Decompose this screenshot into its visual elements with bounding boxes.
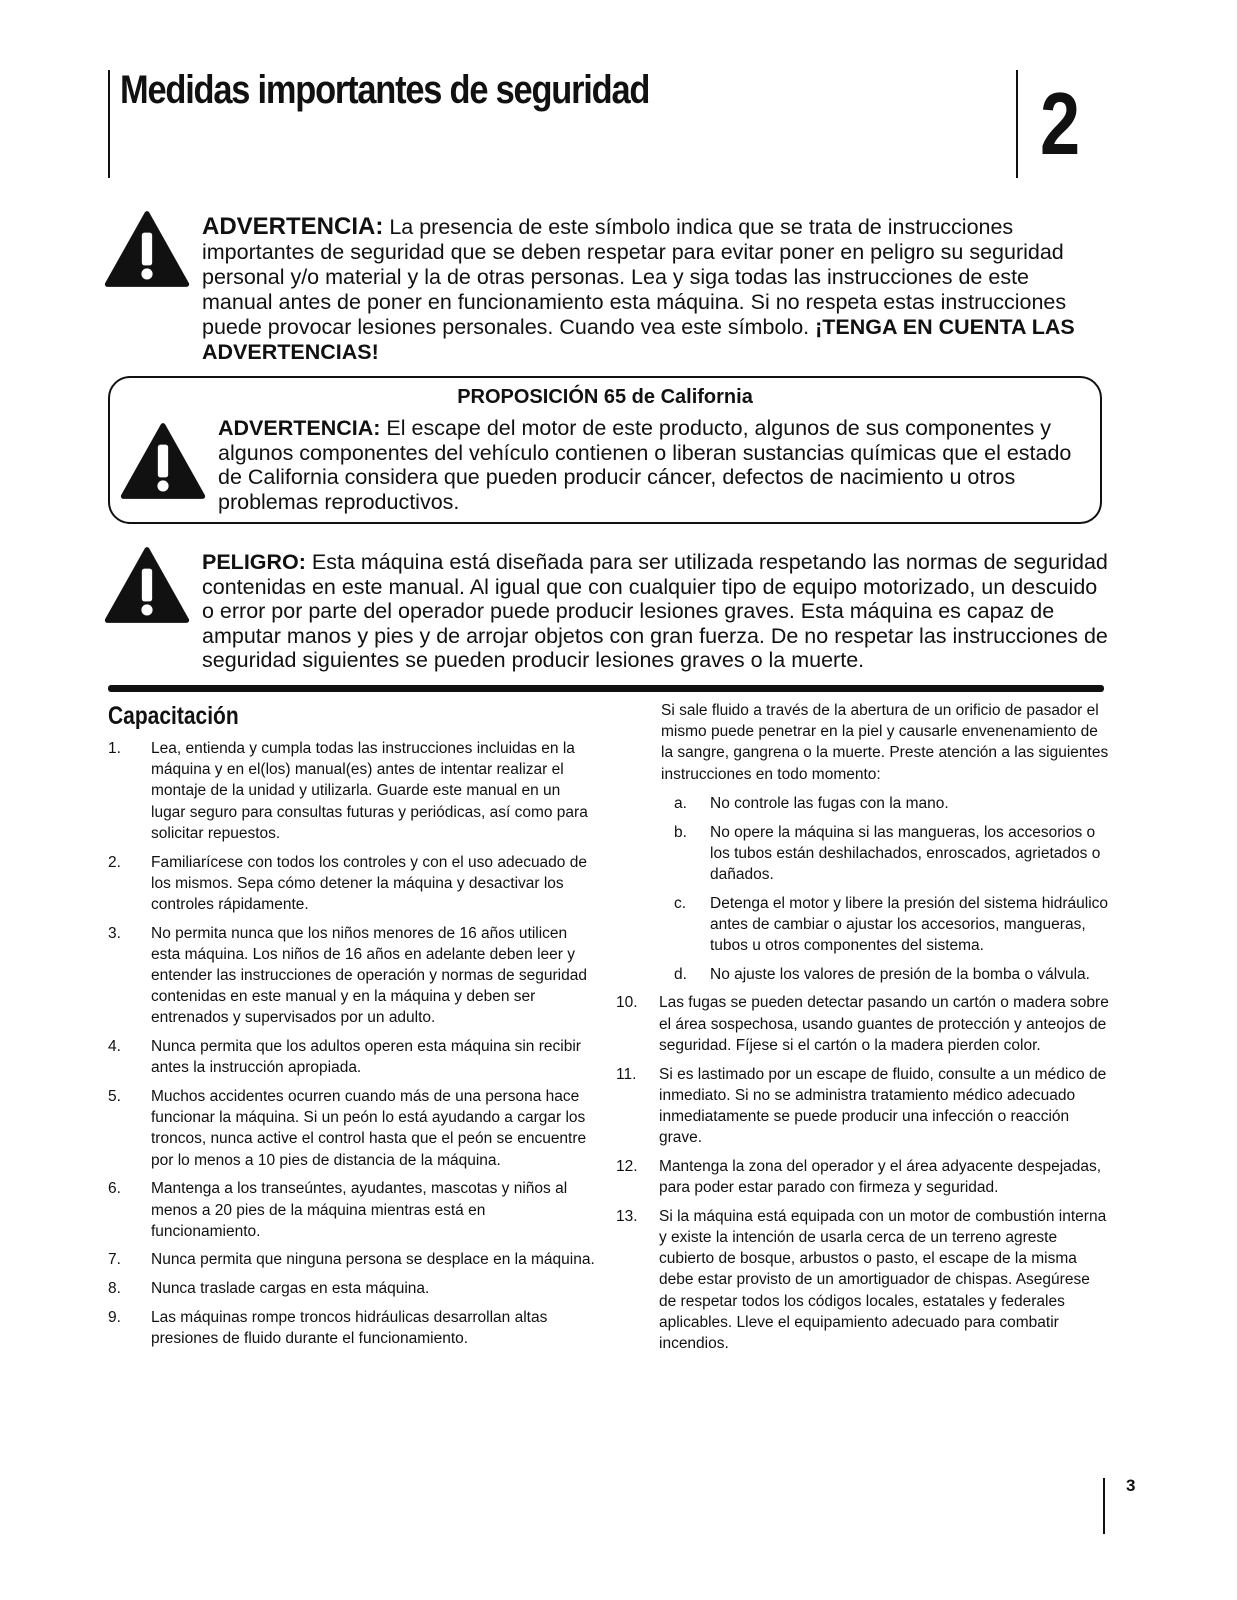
item-text: Nunca permita que los adultos operen esta máquina sin recibir antes la instrucción apropiada. [151, 1038, 581, 1077]
list-item [108, 1086, 598, 1171]
title-left-rule [108, 70, 110, 178]
list-item [108, 1249, 598, 1270]
section-divider [108, 685, 1104, 692]
item-text: Lea, entienda y cumpla todas las instrucciones incluidas en la máquina y en el(los) manual(es) antes de intentar realizar el montaje de la unidad y utilizarla. Guarde este manual en un lugar seguro para consultas futuras y periódicas, así como para solicitar repuestos. [151, 740, 588, 842]
subitem-letter: a. [674, 794, 687, 812]
item-text: Las fugas se pueden detectar pasando un cartón o madera sobre el área sospechosa, usando guantes de protección y anteojos de seguridad. Fíjese si el cartón o la madera pierden color. [659, 994, 1109, 1054]
title-right-rule [1016, 70, 1018, 178]
item-text: Familiarícese con todos los controles y con el uso adecuado de los mismos. Sepa cómo detener la máquina y desactivar los controles rápidamente. [151, 853, 587, 913]
item-number: 5. [108, 1088, 121, 1106]
item-number: 13. [616, 1207, 638, 1225]
danger-body: Esta máquina está diseñada para ser utilizada respetando las normas de seguridad contenidas en este manual. Al igual que con cualquier tipo de equipo motorizado, un descuido o error por parte del operador puede producir lesiones graves. Esta máquina es capaz de amputar manos y pies y de arrojar objetos con gran fuerza. De no respetar las instrucciones de seguridad siguientes se pueden producir lesiones graves o la muerte. [202, 550, 1108, 672]
sub-list-item [616, 793, 1110, 814]
item-text: Mantenga a los transeúntes, ayudantes, mascotas y niños al menos a 20 pies de la máquina mientras está en funcionamiento. [151, 1180, 568, 1240]
item-text: No permita nunca que los niños menores de 16 años utilicen esta máquina. Los niños de 16 años en adelante deben leer y entender las instrucciones de operación y normas de seguridad contenidas en este manual y en la máquina y deben ser entrenados y supervisados por un adulto. [151, 924, 587, 1027]
item-number: 12. [616, 1157, 638, 1175]
item-text: Nunca traslade cargas en esta máquina. [151, 1280, 430, 1298]
prop65-warning [218, 416, 1078, 514]
list-item [108, 1278, 598, 1299]
danger-warning [202, 550, 1112, 673]
list-item [616, 1156, 1110, 1198]
subitem-letter: d. [674, 965, 687, 983]
item-number: 8. [108, 1280, 121, 1298]
list-item [108, 923, 598, 1029]
item-number: 10. [616, 994, 638, 1012]
right-column [616, 700, 1110, 1362]
page-number: 3 [1126, 1476, 1136, 1495]
subitem-text: Detenga el motor y libere la presión del sistema hidráulico antes de cambiar o ajustar los accesorios, mangueras, tubos u otros componentes del sistema. [710, 894, 1109, 955]
item-number: 6. [108, 1180, 121, 1198]
footer-rule [1103, 1478, 1105, 1534]
warning-body: La presencia de este símbolo indica que se trata de instrucciones importantes de seguridad que se deben respetar para evitar poner en peligro su seguridad personal y/o material y la de otras personas. Lea y siga todas las instrucciones de este manual antes de poner en funcionamiento esta máquina. Si no respeta estas instrucciones puede provocar lesiones personales. Cuando vea este símbolo. [202, 215, 1067, 339]
list-item [108, 1307, 598, 1349]
item-text: Muchos accidentes ocurren cuando más de una persona hace funcionar la máquina. Si un peón lo está ayudando a cargar los troncos, nunca active el control hasta que el peón se encuentre por lo menos a 10 pies de distancia de la máquina. [151, 1088, 587, 1169]
warning-triangle-icon [104, 210, 190, 288]
item-number: 9. [108, 1308, 121, 1326]
subitem-text: No controle las fugas con la mano. [710, 794, 949, 812]
sub-list-item [616, 964, 1110, 985]
item-text: Si la máquina está equipada con un motor de combustión interna y existe la intención de usarla cerca de un terreno agreste cubierto de bosque, arbustos o pasto, el escape de la misma debe estar provisto de un amortiguador de chispas. Asegúrese de respetar todos los códigos locales, estatales y federales aplicables. Lleve el equipamiento adecuado para combatir incendios. [659, 1207, 1107, 1352]
continuation-paragraph: Si sale fluido a través de la abertura de un orificio de pasador el mismo puede penetrar en la piel y causarle envenenamiento de la sangre, gangrena o la muerte. Preste atención a las siguientes instrucciones en todo momento: [661, 702, 1109, 783]
list-item [616, 1064, 1110, 1149]
item-number: 1. [108, 740, 121, 757]
chapter-number: 2 [1040, 74, 1081, 173]
list-item [108, 1178, 598, 1242]
item-number: 2. [108, 853, 121, 871]
subitem-letter: b. [674, 823, 687, 841]
subitem-text: No opere la máquina si las mangueras, los accesorios o los tubos están deshilachados, enroscados, agrietados o dañados. [710, 823, 1101, 883]
item-number: 11. [616, 1065, 637, 1083]
section-title: Capacitación [108, 702, 239, 730]
subitem-text: No ajuste los valores de presión de la bomba o válvula. [710, 965, 1090, 983]
item-text: Si es lastimado por un escape de fluido, consulte a un médico de inmediato. Si no se administra tratamiento médico adecuado inmediatamente se puede producir una infección o reacción grave. [659, 1065, 1107, 1147]
page-title: Medidas importantes de seguridad [120, 68, 650, 112]
prop65-lead: ADVERTENCIA: [218, 416, 381, 440]
item-text: Las máquinas rompe troncos hidráulicas desarrollan altas presiones de fluido durante el funcionamiento. [151, 1308, 548, 1348]
sub-list-item [616, 822, 1110, 886]
item-text: Nunca permita que ninguna persona se desplace en la máquina. [151, 1251, 595, 1269]
subitem-letter: c. [674, 894, 687, 912]
list-item [108, 738, 598, 844]
list-item [616, 1206, 1110, 1354]
warning-triangle-icon [120, 422, 206, 500]
item-number: 4. [108, 1038, 121, 1056]
warning-lead: ADVERTENCIA: [202, 213, 384, 240]
prop65-heading: PROPOSICIÓN 65 de California [457, 386, 753, 408]
left-column [108, 738, 598, 1357]
prop65-body: El escape del motor de este producto, algunos de sus componentes y algunos componentes del vehículo contienen o liberan sustancias químicas que el estado de California considera que pueden producir cáncer, defectos de nacimiento u otros problemas reproductivos. [218, 416, 1072, 514]
danger-lead: PELIGRO: [202, 550, 306, 574]
list-item [108, 1036, 598, 1078]
list-item [108, 852, 598, 916]
list-item [616, 992, 1110, 1056]
warning-emphasis: ¡TENGA EN CUENTA LAS ADVERTENCIAS! [202, 315, 1075, 364]
general-warning [202, 214, 1102, 365]
warning-triangle-icon [104, 546, 190, 624]
item-number: 3. [108, 924, 121, 942]
item-text: Mantenga la zona del operador y el área adyacente despejadas, para poder estar parado con firmeza y seguridad. [659, 1157, 1102, 1197]
item-number: 7. [108, 1251, 121, 1269]
sub-list-item [616, 893, 1110, 957]
